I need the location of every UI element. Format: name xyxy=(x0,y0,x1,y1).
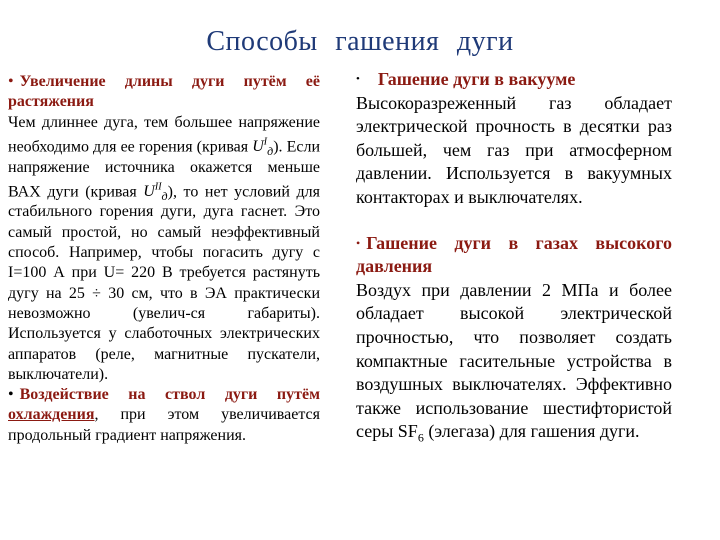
sf6-subscript: 6 xyxy=(417,430,424,445)
curve-u1-label: $U^I_д$ xyxy=(252,136,274,159)
left-column xyxy=(8,72,320,446)
left-item-2 xyxy=(8,385,320,446)
slide-title: Способы гашения дуги xyxy=(206,26,514,57)
right-item-1 xyxy=(356,68,672,210)
right-item-2-text-a: Воздух при давлении 2 МПа и более обладает высокой электрической прочностью, что позволяет создать компактные гасительные устройства в воздушных выключателях. Эффективно также использование шестифтористой серы SF xyxy=(356,279,672,442)
left-item-1 xyxy=(8,72,320,385)
left-item-1-heading: Увеличение длины дуги путём её растяжения xyxy=(8,73,320,111)
right-item-2 xyxy=(356,232,672,444)
bullet-icon: • xyxy=(8,386,14,404)
left-item-1-text-c: ), то нет условий для стабильного горения дуги, дуга гаснет. Это самый простой, но самый неэффективный способ. Например, чтобы погасить дугу с I=100 А при U= 220 В требуется растянуть дугу на 25 ÷ 30 см, что в ЭА практически невозможно (увелич-ся габариты). Используется у слаботочных электрических аппаратов (реле, магнитные пускатели, выключатели). xyxy=(8,183,320,383)
bullet-icon: • xyxy=(356,73,360,85)
left-item-2-text: , при этом увеличивается продольный градиент напряжения. xyxy=(8,406,320,444)
bullet-icon: • xyxy=(8,73,14,90)
left-item-1-text-b: ). Если напряжение источника окажется меньше ВАХ дуги (кривая xyxy=(8,138,321,201)
left-item-2-heading: Воздействие на ствол дуги путём xyxy=(19,386,320,404)
right-column xyxy=(356,68,672,444)
right-item-2-text-b: (элегаза) для гашения дуги. xyxy=(423,421,640,442)
right-item-1-text: Высокоразреженный газ обладает электрической прочность в десятки раз большей, чем газ при атмосферном давлении. Используется в вакуумных контакторах и выключателях. xyxy=(356,92,672,207)
bullet-icon: • xyxy=(356,235,361,250)
left-item-2-heading-underlined: охлаждения xyxy=(8,406,95,424)
left-item-1-text-a: Чем длиннее дуга, тем большее напряжение необходимо для ее горения (кривая xyxy=(8,113,320,156)
curve-u2-label: $U^{II}_д$ xyxy=(143,181,168,204)
right-item-1-heading: Гашение дуги в вакууме xyxy=(377,69,576,89)
right-item-2-heading: Гашение дуги в газах высокого давления xyxy=(356,232,672,277)
